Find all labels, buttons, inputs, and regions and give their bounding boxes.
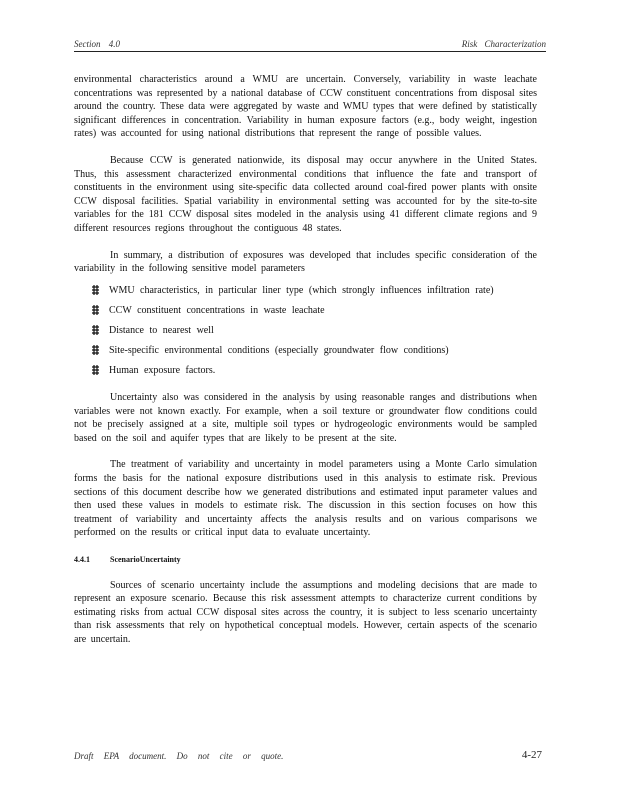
- paragraph-summary: In summary, a distribution of exposures was developed that includes specific consideration of the variability in the following sensitive model parameters: [74, 249, 537, 275]
- paragraph-nationwide: Because CCW is generated nationwide, its disposal may occur anywhere in the United States. Thus, this assessment characterized environmental conditions that influence the fate and transport of constituents in the environment using site-specific data collected around coal-fired power plants with onsite CCW disposal facilities. Spatial variability in environmental setting was accounted for by the site-to-site variables for the 181 CCW disposal sites modeled in the analysis using 41 different climate regions and 9 different resources regions throughout the contiguous 48 states.: [74, 154, 537, 234]
- list-item: [91, 324, 537, 338]
- header-title: Risk Characterization: [461, 39, 546, 49]
- list-item: [91, 304, 537, 318]
- bullet-glyph-icon: [91, 365, 100, 375]
- body-text: [74, 73, 537, 660]
- bullet-glyph-icon: [91, 325, 100, 335]
- list-item-text: Site-specific environmental conditions (especially groundwater flow conditions): [109, 345, 449, 357]
- parameter-list: [91, 284, 537, 378]
- subsection-heading: [74, 553, 537, 567]
- list-item-text: Distance to nearest well: [109, 325, 214, 337]
- list-item-text: CCW constituent concentrations in waste leachate: [109, 304, 325, 316]
- bullet-glyph-icon: [91, 285, 100, 295]
- footer-note: Draft EPA document. Do not cite or quote.: [74, 751, 284, 761]
- list-item: [91, 364, 537, 378]
- bullet-glyph-icon: [91, 345, 100, 355]
- subsection-number: 4.4.1: [74, 555, 90, 564]
- list-item-text: Human exposure factors.: [109, 365, 216, 377]
- paragraph-monte-carlo: The treatment of variability and uncertainty in model parameters using a Monte Carlo simulation forms the basis for the national exposure distributions used in this analysis to estimate risk. Previous sections of this document describe how we generated distributions and estimated input parameter values and then used these values in models to estimate risk. The discussion in this section focuses on how this treatment of variability and uncertainty affects the analysis results and on various comparisons we performed on the results or critical input data to evaluate uncertainty.: [74, 459, 537, 539]
- bullet-glyph-icon: [91, 305, 100, 315]
- page-footer: [74, 749, 546, 765]
- paragraph-uncertainty: Uncertainty also was considered in the analysis by using reasonable ranges and distributions when variables were not known exactly. For example, when a soil texture or groundwater flow conditions could not be precisely assigned at a site, multiple soil types or hydrogeologic environments would be sampled based on the soil and aquifer types that are likely to be present at the site.: [74, 392, 537, 444]
- paragraph-continuation: environmental characteristics around a WMU are uncertain. Conversely, variability in waste leachate concentrations was represented by a national database of CCW constituent concentrations from disposal sites around the country. These data were aggregated by waste and WMU types that were defined by statistically significant differences in concentration. Variability in human exposure factors (e.g., body weight, ingestion rates) was accounted for using national distributions that represent the range of possible values.: [74, 74, 537, 140]
- list-item: [91, 344, 537, 358]
- page-number: 4-27: [521, 749, 542, 761]
- paragraph-scenario: Sources of scenario uncertainty include the assumptions and modeling decisions that are made to represent an exposure scenario. Because this risk assessment attempts to characterize current conditions by estimating risks from actual CCW disposal sites across the country, it is subject to less scenario uncertainty than risk assessments that rely on hypothetical conceptual models. However, certain aspects of the scenario are uncertain.: [74, 579, 537, 645]
- subsection-title: ScenarioUncertainty: [110, 555, 181, 564]
- header-section: Section 4.0: [74, 39, 120, 49]
- list-item-text: WMU characteristics, in particular liner type (which strongly influences infiltration rate): [109, 284, 494, 296]
- header-rule: [74, 51, 546, 52]
- list-item: [91, 284, 537, 298]
